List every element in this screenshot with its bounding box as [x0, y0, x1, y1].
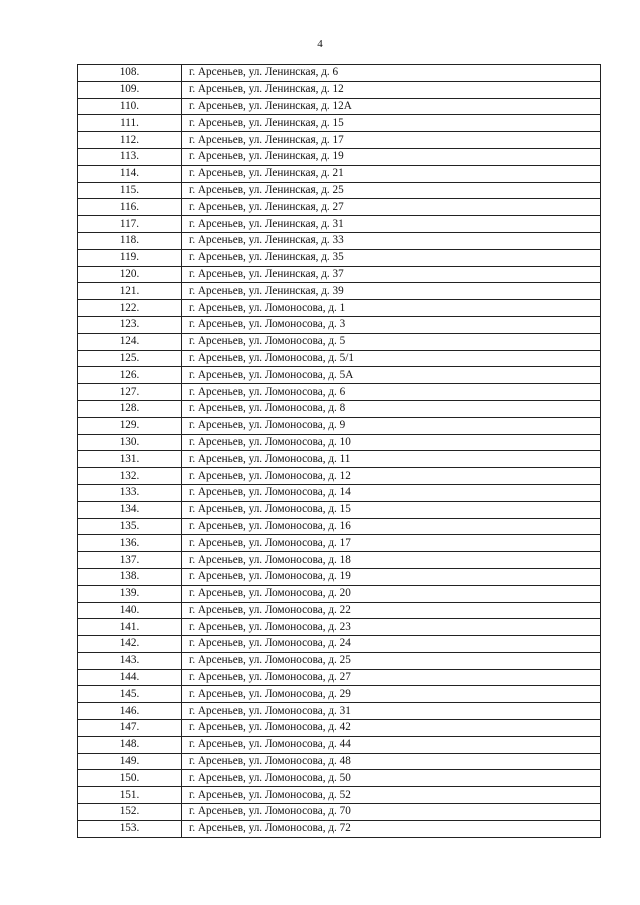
table-row [78, 686, 601, 703]
row-address: г. Арсеньев, ул. Ломоносова, д. 29 [182, 686, 601, 703]
row-address: г. Арсеньев, ул. Ленинская, д. 17 [182, 132, 601, 149]
row-address: г. Арсеньев, ул. Ленинская, д. 21 [182, 165, 601, 182]
row-address: г. Арсеньев, ул. Ломоносова, д. 18 [182, 552, 601, 569]
table-row [78, 316, 601, 333]
row-address: г. Арсеньев, ул. Ломоносова, д. 70 [182, 804, 601, 821]
row-number: 153. [78, 820, 182, 837]
table-row [78, 350, 601, 367]
row-number: 123. [78, 316, 182, 333]
row-number: 140. [78, 602, 182, 619]
row-address: г. Арсеньев, ул. Ломоносова, д. 3 [182, 316, 601, 333]
row-number: 135. [78, 518, 182, 535]
row-number: 127. [78, 384, 182, 401]
table-row [78, 652, 601, 669]
row-number: 126. [78, 367, 182, 384]
table-row [78, 232, 601, 249]
row-address: г. Арсеньев, ул. Ленинская, д. 27 [182, 199, 601, 216]
row-number: 118. [78, 232, 182, 249]
table-row [78, 249, 601, 266]
table-row [78, 468, 601, 485]
row-address: г. Арсеньев, ул. Ленинская, д. 39 [182, 283, 601, 300]
row-number: 119. [78, 249, 182, 266]
address-table [77, 64, 601, 838]
table-row [78, 484, 601, 501]
row-number: 128. [78, 400, 182, 417]
row-number: 111. [78, 115, 182, 132]
table-row [78, 568, 601, 585]
table-row [78, 65, 601, 82]
row-number: 146. [78, 703, 182, 720]
table-row [78, 216, 601, 233]
row-address: г. Арсеньев, ул. Ленинская, д. 19 [182, 148, 601, 165]
row-address: г. Арсеньев, ул. Ломоносова, д. 5/1 [182, 350, 601, 367]
row-number: 114. [78, 165, 182, 182]
row-number: 147. [78, 720, 182, 737]
address-table-body [78, 65, 601, 838]
row-address: г. Арсеньев, ул. Ленинская, д. 35 [182, 249, 601, 266]
row-address: г. Арсеньев, ул. Ломоносова, д. 1 [182, 300, 601, 317]
row-address: г. Арсеньев, ул. Ломоносова, д. 11 [182, 451, 601, 468]
row-address: г. Арсеньев, ул. Ломоносова, д. 20 [182, 585, 601, 602]
table-row [78, 552, 601, 569]
row-number: 112. [78, 132, 182, 149]
table-row [78, 434, 601, 451]
row-number: 110. [78, 98, 182, 115]
row-address: г. Арсеньев, ул. Ленинская, д. 6 [182, 65, 601, 82]
row-number: 150. [78, 770, 182, 787]
row-address: г. Арсеньев, ул. Ленинская, д. 12А [182, 98, 601, 115]
row-number: 143. [78, 652, 182, 669]
table-row [78, 451, 601, 468]
row-address: г. Арсеньев, ул. Ломоносова, д. 17 [182, 535, 601, 552]
row-address: г. Арсеньев, ул. Ломоносова, д. 42 [182, 720, 601, 737]
table-row [78, 148, 601, 165]
table-row [78, 535, 601, 552]
row-number: 108. [78, 65, 182, 82]
row-number: 124. [78, 333, 182, 350]
row-number: 139. [78, 585, 182, 602]
row-address: г. Арсеньев, ул. Ломоносова, д. 19 [182, 568, 601, 585]
row-address: г. Арсеньев, ул. Ломоносова, д. 14 [182, 484, 601, 501]
table-row [78, 417, 601, 434]
row-address: г. Арсеньев, ул. Ломоносова, д. 15 [182, 501, 601, 518]
row-address: г. Арсеньев, ул. Ленинская, д. 31 [182, 216, 601, 233]
table-row [78, 199, 601, 216]
table-row [78, 182, 601, 199]
row-address: г. Арсеньев, ул. Ленинская, д. 12 [182, 81, 601, 98]
row-address: г. Арсеньев, ул. Ломоносова, д. 72 [182, 820, 601, 837]
row-number: 152. [78, 804, 182, 821]
row-number: 125. [78, 350, 182, 367]
table-row [78, 720, 601, 737]
row-address: г. Арсеньев, ул. Ломоносова, д. 48 [182, 753, 601, 770]
row-number: 116. [78, 199, 182, 216]
table-row [78, 619, 601, 636]
row-address: г. Арсеньев, ул. Ломоносова, д. 5 [182, 333, 601, 350]
table-row [78, 787, 601, 804]
row-number: 120. [78, 266, 182, 283]
row-number: 142. [78, 636, 182, 653]
table-row [78, 283, 601, 300]
row-address: г. Арсеньев, ул. Ломоносова, д. 52 [182, 787, 601, 804]
row-number: 148. [78, 736, 182, 753]
row-number: 109. [78, 81, 182, 98]
row-number: 132. [78, 468, 182, 485]
row-number: 115. [78, 182, 182, 199]
row-address: г. Арсеньев, ул. Ленинская, д. 37 [182, 266, 601, 283]
row-number: 129. [78, 417, 182, 434]
table-row [78, 753, 601, 770]
row-number: 149. [78, 753, 182, 770]
row-number: 145. [78, 686, 182, 703]
row-address: г. Арсеньев, ул. Ломоносова, д. 6 [182, 384, 601, 401]
table-row [78, 300, 601, 317]
table-row [78, 804, 601, 821]
row-number: 121. [78, 283, 182, 300]
row-number: 141. [78, 619, 182, 636]
row-address: г. Арсеньев, ул. Ломоносова, д. 23 [182, 619, 601, 636]
row-address: г. Арсеньев, ул. Ленинская, д. 25 [182, 182, 601, 199]
table-row [78, 602, 601, 619]
row-address: г. Арсеньев, ул. Ломоносова, д. 31 [182, 703, 601, 720]
table-row [78, 669, 601, 686]
row-address: г. Арсеньев, ул. Ломоносова, д. 9 [182, 417, 601, 434]
row-number: 138. [78, 568, 182, 585]
row-address: г. Арсеньев, ул. Ломоносова, д. 10 [182, 434, 601, 451]
table-row [78, 333, 601, 350]
table-row [78, 384, 601, 401]
table-row [78, 115, 601, 132]
table-row [78, 266, 601, 283]
table-row [78, 636, 601, 653]
table-row [78, 81, 601, 98]
row-number: 131. [78, 451, 182, 468]
page-number: 4 [317, 38, 323, 50]
row-address: г. Арсеньев, ул. Ленинская, д. 15 [182, 115, 601, 132]
row-number: 144. [78, 669, 182, 686]
row-address: г. Арсеньев, ул. Ломоносова, д. 44 [182, 736, 601, 753]
table-row [78, 400, 601, 417]
row-address: г. Арсеньев, ул. Ломоносова, д. 5А [182, 367, 601, 384]
table-row [78, 165, 601, 182]
row-number: 136. [78, 535, 182, 552]
table-row [78, 736, 601, 753]
row-address: г. Арсеньев, ул. Ломоносова, д. 27 [182, 669, 601, 686]
table-row [78, 820, 601, 837]
row-number: 134. [78, 501, 182, 518]
row-address: г. Арсеньев, ул. Ломоносова, д. 25 [182, 652, 601, 669]
row-number: 130. [78, 434, 182, 451]
table-row [78, 367, 601, 384]
row-address: г. Арсеньев, ул. Ломоносова, д. 50 [182, 770, 601, 787]
table-row [78, 132, 601, 149]
table-row [78, 703, 601, 720]
row-address: г. Арсеньев, ул. Ленинская, д. 33 [182, 232, 601, 249]
table-row [78, 585, 601, 602]
row-address: г. Арсеньев, ул. Ломоносова, д. 22 [182, 602, 601, 619]
row-address: г. Арсеньев, ул. Ломоносова, д. 8 [182, 400, 601, 417]
table-row [78, 770, 601, 787]
row-number: 113. [78, 148, 182, 165]
table-row [78, 98, 601, 115]
row-number: 151. [78, 787, 182, 804]
row-number: 122. [78, 300, 182, 317]
row-address: г. Арсеньев, ул. Ломоносова, д. 12 [182, 468, 601, 485]
row-number: 133. [78, 484, 182, 501]
table-row [78, 501, 601, 518]
table-row [78, 518, 601, 535]
row-number: 137. [78, 552, 182, 569]
row-number: 117. [78, 216, 182, 233]
row-address: г. Арсеньев, ул. Ломоносова, д. 24 [182, 636, 601, 653]
row-address: г. Арсеньев, ул. Ломоносова, д. 16 [182, 518, 601, 535]
